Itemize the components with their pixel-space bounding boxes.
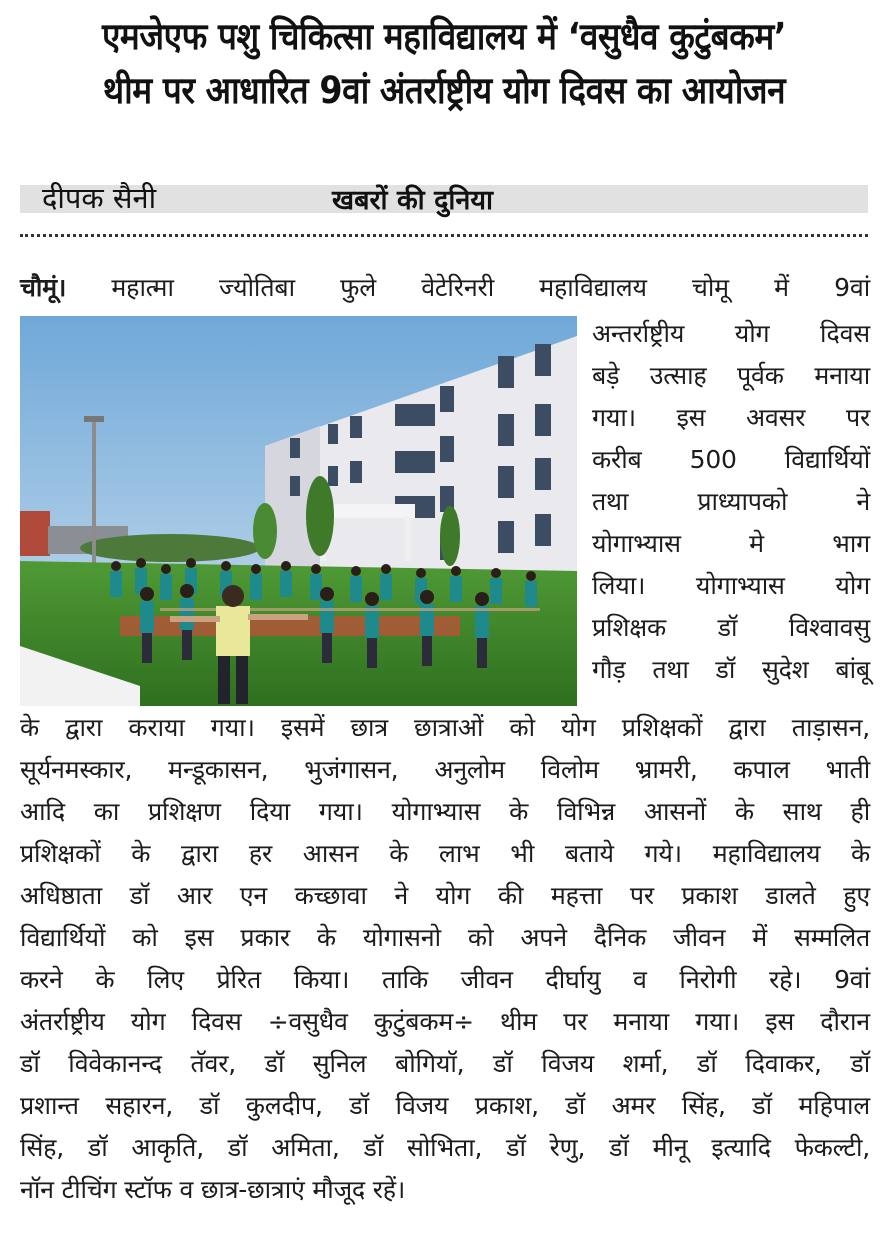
body-line-last: नॉन टीचिंग स्टॉफ व छात्र-छात्राएं मौजूद रहें। xyxy=(20,1175,406,1204)
article-first-line xyxy=(20,272,870,304)
body-line: सिंह, डॉ आकृति, डॉ अमिता, डॉ सोभिता, डॉ रेणु, डॉ मीनू इत्यादि फेकल्टी, xyxy=(20,1133,870,1162)
body-line: डॉ विवेकानन्द तॅवर, डॉ सुनिल बोगियॉ, डॉ विजय शर्मा, डॉ दिवाकर, डॉ xyxy=(20,1049,870,1078)
body-line: प्रशिक्षकों के द्वारा हर आसन के लाभ भी बताये गये। महाविद्यालय के xyxy=(20,839,870,868)
side-line: गौड़ तथा डॉ सुदेश बांबू xyxy=(592,655,870,684)
side-line: योगाभ्यास मे भाग xyxy=(592,529,870,558)
side-line: करीब 500 विद्यार्थियों xyxy=(592,445,870,474)
body-line: प्रशान्त सहारन, डॉ कुलदीप, डॉ विजय प्रकाश, डॉ अमर सिंह, डॉ महिपाल xyxy=(20,1091,870,1120)
article-photo xyxy=(20,316,577,706)
headline-line-2: थीम पर आधारित 9वां अंतर्राष्ट्रीय योग दिवस का आयोजन xyxy=(102,69,786,112)
side-line: लिया। योगाभ्यास योग xyxy=(592,571,870,600)
body-line: के द्वारा कराया गया। इसमें छात्र छात्राओं को योग प्रशिक्षकों द्वारा ताड़ासन, xyxy=(20,713,870,742)
body-line: आदि का प्रशिक्षण दिया गया। योगाभ्यास के विभिन्न आसनों के साथ ही xyxy=(20,797,870,826)
byline-author: दीपक सैनी xyxy=(42,181,157,215)
headline xyxy=(0,10,888,118)
first-line-text: महात्मा ज्योतिबा फुले वेटेरिनरी महाविद्यालय चोमू में 9वां xyxy=(111,273,870,302)
body-line: सूर्यनमस्कार, मन्डूकासन, भुजंगासन, अनुलोम विलोम भ्रामरी, कपाल भाती xyxy=(20,755,870,784)
body-line: करने के लिए प्रेरित किया। ताकि जीवन दीर्घायु व निरोगी रहे। 9वां xyxy=(20,965,870,994)
body-line: विद्यार्थियों को इस प्रकार के योगासनो को अपने दैनिक जीवन में सम्मलित xyxy=(20,923,870,952)
side-line: प्रशिक्षक डॉ विश्वावसु xyxy=(592,613,870,642)
side-line: गया। इस अवसर पर xyxy=(592,403,870,432)
body-line: अधिष्ठाता डॉ आर एन कच्छावा ने योग की महत्ता पर प्रकाश डालते हुए xyxy=(20,881,870,910)
body-line: अंतर्राष्ट्रीय योग दिवस ÷वसुधैव कुटुंबकम÷ थीम पर मनाया गया। इस दौरान xyxy=(20,1007,870,1036)
dateline: चौमूं। xyxy=(20,273,67,302)
byline-source: खबरों की दुनिया xyxy=(332,185,494,216)
dotted-divider xyxy=(20,234,868,237)
side-line: तथा प्राध्यापको ने xyxy=(592,487,870,516)
side-line: बड़े उत्साह पूर्वक मनाया xyxy=(592,361,870,390)
side-line: अन्तर्राष्ट्रीय योग दिवस xyxy=(592,319,870,348)
headline-line-1: एमजेएफ पशु चिकित्सा महाविद्यालय में ‘वसुधैव कुटुंबकम’ xyxy=(101,15,787,58)
